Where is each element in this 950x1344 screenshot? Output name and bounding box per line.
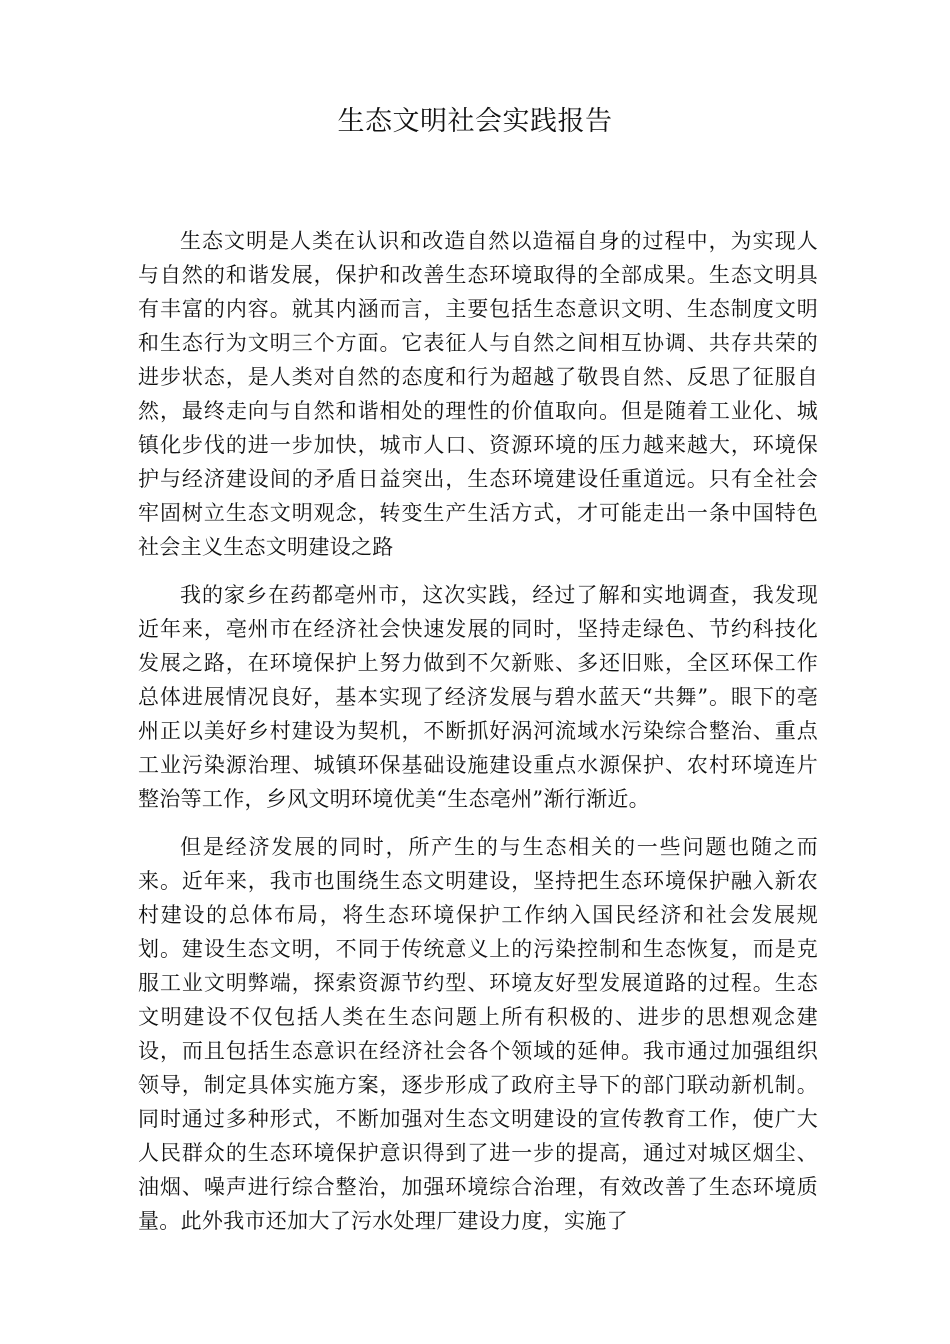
paragraph-3: 但是经济发展的同时，所产生的与生态相关的一些问题也随之而来。近年来，我市也围绕生态文明建设，坚持把生态环境保护融入新农村建设的总体布局，将生态环境保护工作纳入国民经济和社会发展规划。建设生态文明，不同于传统意义上的污染控制和生态恢复，而是克服工业文明弊端，探索资源节约型、环境友好型发展道路的过程。生态文明建设不仅包括人类在生态问题上所有积极的、进步的思想观念建设，而且包括生态意识在经济社会各个领域的延伸。我市通过加强组织领导，制定具体实施方案，逐步形成了政府主导下的部门联动新机制。同时通过多种形式，不断加强对生态文明建设的宣传教育工作，使广大人民群众的生态环境保护意识得到了进一步的提高，通过对城区烟尘、油烟、噪声进行综合整治，加强环境综合治理，有效改善了生态环境质量。此外我市还加大了污水处理厂建设力度，实施了 [138, 835, 818, 1233]
document-title: 生态文明社会实践报告 [337, 106, 613, 137]
document-body [138, 224, 818, 1252]
paragraph-1: 生态文明是人类在认识和改造自然以造福自身的过程中，为实现人与自然的和谐发展，保护和改善生态环境取得的全部成果。生态文明具有丰富的内容。就其内涵而言，主要包括生态意识文明、生态制度文明和生态行为文明三个方面。它表征人与自然之间相互协调、共存共荣的进步状态，是人类对自然的态度和行为超越了敬畏自然、反思了征服自然，最终走向与自然和谐相处的理性的价值取向。但是随着工业化、城镇化步伐的进一步加快，城市人口、资源环境的压力越来越大，环境保护与经济建设间的矛盾日益突出，生态环境建设任重道远。只有全社会牢固树立生态文明观念，转变生产生活方式，才可能走出一条中国特色社会主义生态文明建设之路 [138, 229, 818, 559]
paragraph-2: 我的家乡在药都亳州市，这次实践，经过了解和实地调查，我发现近年来，亳州市在经济社会快速发展的同时，坚持走绿色、节约科技化发展之路，在环境保护上努力做到不欠新账、多还旧账，全区环保工作总体进展情况良好，基本实现了经济发展与碧水蓝天“共舞”。眼下的亳州正以美好乡村建设为契机，不断抓好涡河流域水污染综合整治、重点工业污染源治理、城镇环保基础设施建设重点水源保护、农村环境连片整治等工作，乡风文明环境优美“生态亳州”渐行渐近。 [138, 583, 818, 811]
